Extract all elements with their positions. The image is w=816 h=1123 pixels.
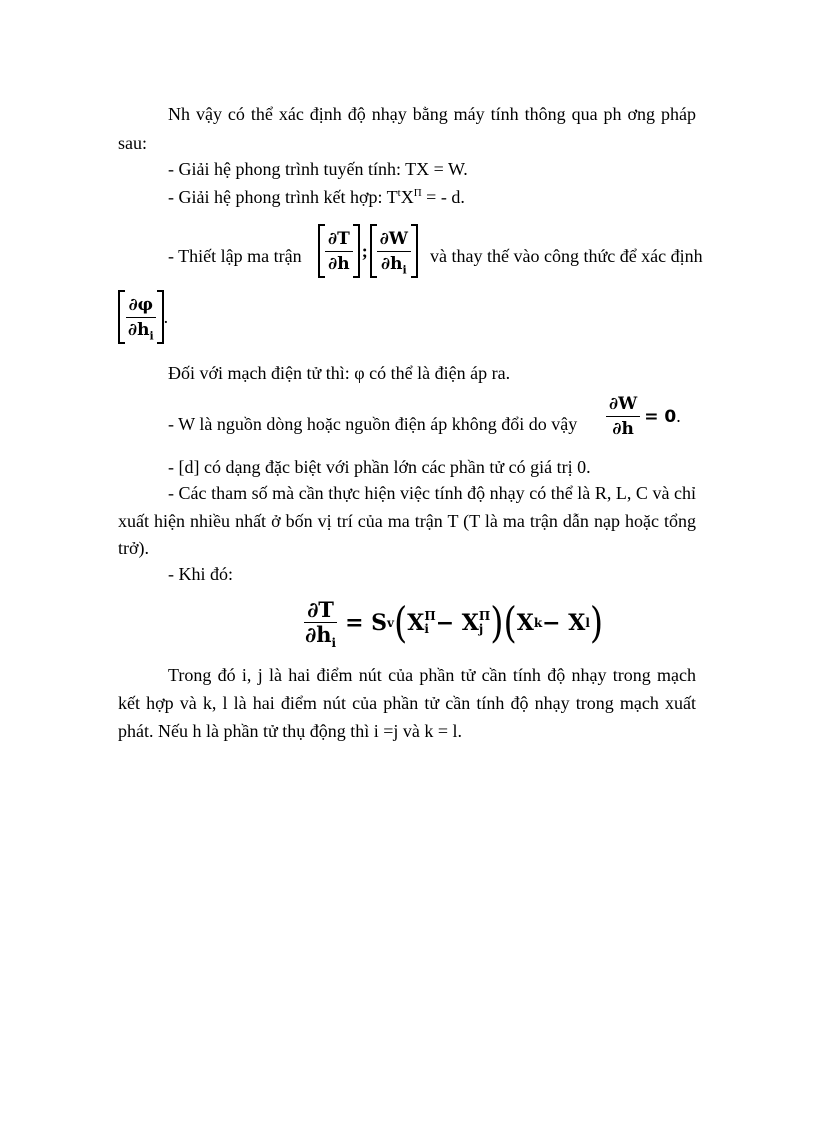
bullet-params-line-1: - Các tham số mà cần thực hiện việc tính độ nhạy có thể là R, L, C và chỉ [168,483,696,503]
adjoint-prefix: - Giải hệ phong trình kết hợp: T [168,187,398,207]
eq-s: = S [345,609,388,636]
m3-numerator: ∂φ [126,295,156,318]
m3-den-sub: i [149,328,154,342]
paragraph-where-line-1: Trong đó i, j là hai điểm nút của phần tử cần tính độ nhạy trong mạch [168,665,696,685]
f4-denominator: ∂h [612,419,634,439]
eq-minus-xl: − X [542,609,586,636]
matrix-period: . [163,306,169,327]
eq-xi-sup: Π [424,608,436,623]
formula-dW-dh-zero [606,394,681,439]
bullet-setup-matrix-suffix: và thay thế vào công thức để xác định [430,246,703,266]
f4-period: . [676,406,681,426]
m2-numerator: ∂W [377,229,411,252]
eq-xj-sub: j [478,621,484,636]
paragraph-where-line-3: phát. Nếu h là phần tử thụ động thì i =j và k = l. [118,721,463,741]
eq-paren-open-1: ( [394,597,408,648]
eq-xj-sup: Π [478,608,491,623]
adjoint-x: X [400,187,414,207]
f4-equals-zero: = 0 [644,406,677,427]
bullet-params-line-3: trở). [118,538,150,558]
bullet-adjoint-system [168,186,465,208]
eq-xi: X [407,609,425,636]
matrix-dphi-dh [118,290,168,344]
f4-numerator: ∂W [606,394,640,417]
paragraph-electronic-circuit: Đối với mạch điện tử thì: φ có thể là điện áp ra. [168,363,511,383]
eq-paren-close-2: ) [589,597,604,648]
paragraph-where-line-2: kết hợp và k, l là hai điểm nút của phần tử cần tính độ nhạy trong mạch xuất [118,693,696,713]
bullet-then: - Khi đó: [168,564,233,584]
m1-numerator: ∂T [325,229,353,252]
eq-denominator: ∂h [305,622,332,647]
adjoint-pi-sup: Π [413,187,422,199]
paragraph-1-line-1: Nh vậy có thể xác định độ nhạy bằng máy tính thông qua ph ơng pháp [168,104,696,124]
matrix-dT-dh [318,224,418,278]
m2-den-sub: i [402,262,407,276]
bullet-setup-matrix-prefix: - Thiết lập ma trận [168,246,302,266]
bullet-d-vector: - [d] có dạng đặc biệt với phần lớn các phần tử có giá trị 0. [168,457,591,477]
main-equation: $\frac{\partial T}{\partial h_i}$ = S v ( X Π i − X Π j ) ( X k − X l ) [305,597,604,651]
eq-paren-open-2: ( [503,597,517,648]
eq-numerator: ∂T [304,600,337,623]
transpose-sup: t [397,187,401,199]
eq-paren-close-1: ) [490,597,504,648]
m2-denominator: ∂h [381,253,403,274]
m1-denominator: ∂h [328,253,350,274]
paragraph-1-line-2: sau: [118,133,147,153]
m3-denominator: ∂h [128,319,150,340]
bullet-linear-system: - Giải hệ phong trình tuyến tính: TX = W. [168,159,468,179]
eq-xk: X [516,609,534,636]
bullet-params-line-2: xuất hiện nhiều nhất ở bốn vị trí của ma trận T (T là ma trận dẫn nạp hoặc tổng [118,511,696,531]
bullet-w-source: - W là nguồn dòng hoặc nguồn điện áp không đổi do vậy [168,414,578,434]
matrix-separator: ; [361,240,368,261]
eq-den-sub: i [331,636,337,651]
eq-minus-xj: − X [435,609,479,636]
eq-xi-sub: i [424,621,429,636]
adjoint-suffix: = - d. [421,187,465,207]
